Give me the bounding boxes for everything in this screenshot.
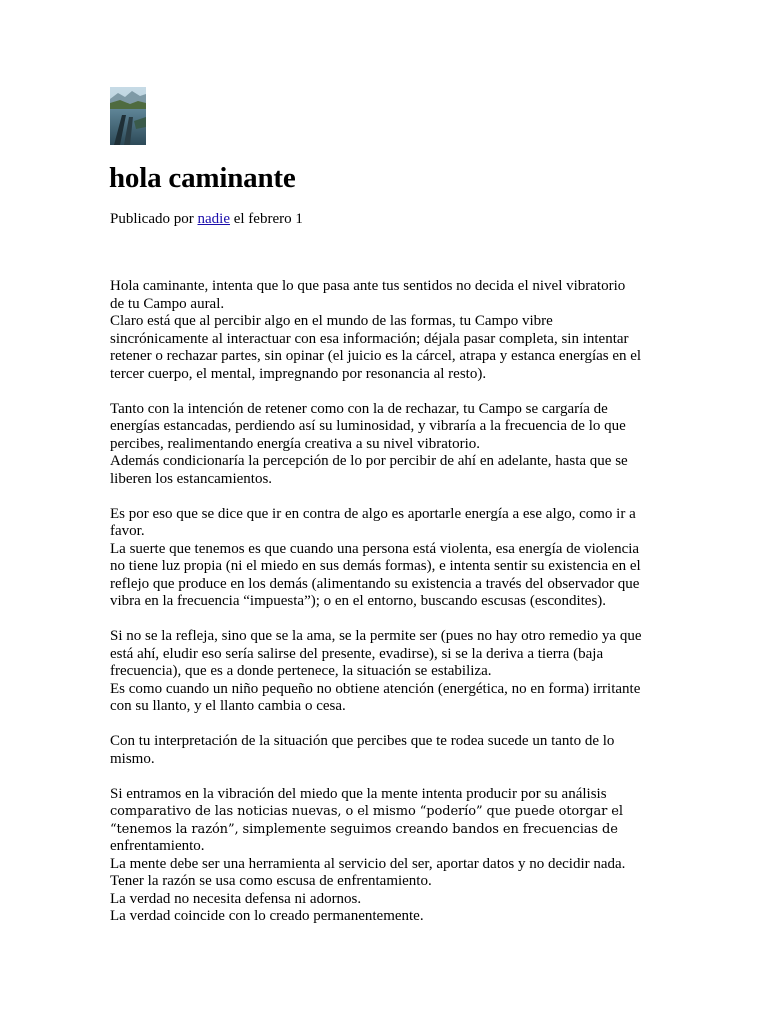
body-line: favor. — [110, 523, 145, 539]
author-link[interactable]: nadie — [197, 211, 230, 227]
post-thumbnail — [110, 87, 146, 145]
body-line: Hola caminante, intenta que lo que pasa ante tus sentidos no decida el nivel vibratorio — [110, 278, 626, 294]
body-line: con su llanto, y el llanto cambia o cesa. — [110, 698, 346, 714]
paragraph-4 — [110, 628, 670, 716]
body-line: de tu Campo aural. — [110, 295, 225, 312]
body-line: vibra en la frecuencia “impuesta”); o en el entorno, buscando escusas (escondites). — [110, 593, 607, 609]
paragraph-1 — [110, 278, 670, 383]
body-line: sincrónicamente al interactuar con esa información; déjala pasar completa, sin intentar — [110, 330, 629, 347]
byline-date: el febrero 1 — [233, 211, 303, 227]
body-line: percibes, realimentando energía creativa a su nivel vibratorio. — [110, 435, 480, 452]
body-line: “tenemos la razón”, simplemente seguimos creando bandos en frecuencias de — [110, 821, 618, 837]
body-line: Tener la razón se usa como escusa de enfrentamiento. — [110, 873, 432, 889]
body-line: La suerte que tenemos es que cuando una persona está violenta, esa energía de violencia — [110, 540, 640, 557]
body-line: está ahí, eludir eso sería salirse del presente, evadirse), si se la deriva a tierra (baja — [110, 645, 604, 662]
body-line: Además condicionaría la percepción de lo por percibir de ahí en adelante, hasta que se — [110, 453, 628, 469]
byline-prefix: Publicado por — [110, 211, 194, 227]
body-line: mismo. — [110, 750, 155, 767]
paragraph-2 — [110, 401, 670, 489]
paragraph-6 — [110, 786, 670, 926]
body-line: La verdad no necesita defensa ni adornos. — [110, 890, 362, 907]
body-line: Es como cuando un niño pequeño no obtiene atención (energética, no en forma) irritante — [110, 680, 641, 697]
body-line: enfrentamiento. — [110, 838, 205, 854]
body-line: Si entramos en la vibración del miedo que la mente intenta producir por su análisis — [110, 785, 607, 802]
body-line: frecuencia), que es a donde pertenece, la situación se estabiliza. — [110, 663, 492, 679]
body-line: reflejo que produce en los demás (alimentando su existencia a través del observador que — [110, 575, 640, 592]
body-line: Si no se la refleja, sino que se la ama, se la permite ser (pues no hay otro remedio ya que — [110, 628, 642, 644]
paragraph-3 — [110, 506, 670, 611]
body-line: retener o rechazar partes, sin opinar (el juicio es la cárcel, atrapa y estanca energías en el — [110, 348, 642, 364]
landscape-photo-icon — [110, 87, 146, 145]
paragraph-5 — [110, 733, 670, 768]
post-title: hola caminante — [109, 162, 296, 194]
body-line: Claro está que al percibir algo en el mundo de las formas, tu Campo vibre — [110, 313, 553, 329]
body-line: La mente debe ser una herramienta al servicio del ser, aportar datos y no decidir nada. — [110, 855, 626, 872]
body-line: energías estancadas, perdiendo así su luminosidad, y vibraría a la frecuencia de lo que — [110, 418, 626, 434]
body-line: Con tu interpretación de la situación que percibes que te rodea sucede un tanto de lo — [110, 733, 615, 749]
body-line: La verdad coincide con lo creado permanentemente. — [110, 908, 424, 924]
body-line: Tanto con la intención de retener como con la de rechazar, tu Campo se cargaría de — [110, 400, 608, 417]
post-body — [110, 278, 670, 943]
body-line: comparativo de las noticias nuevas, o el mismo “poderío” que puede otorgar el — [110, 804, 623, 819]
body-line: tercer cuerpo, el mental, impregnando por resonancia al resto). — [110, 365, 487, 382]
body-line: liberen los estancamientos. — [110, 470, 273, 487]
body-line: no tiene luz propia (ni el miedo en sus demás formas), e intenta sentir su existencia en el — [110, 558, 641, 574]
post-byline — [110, 210, 303, 229]
body-line: Es por eso que se dice que ir en contra de algo es aportarle energía a ese algo, como ir a — [110, 505, 636, 522]
